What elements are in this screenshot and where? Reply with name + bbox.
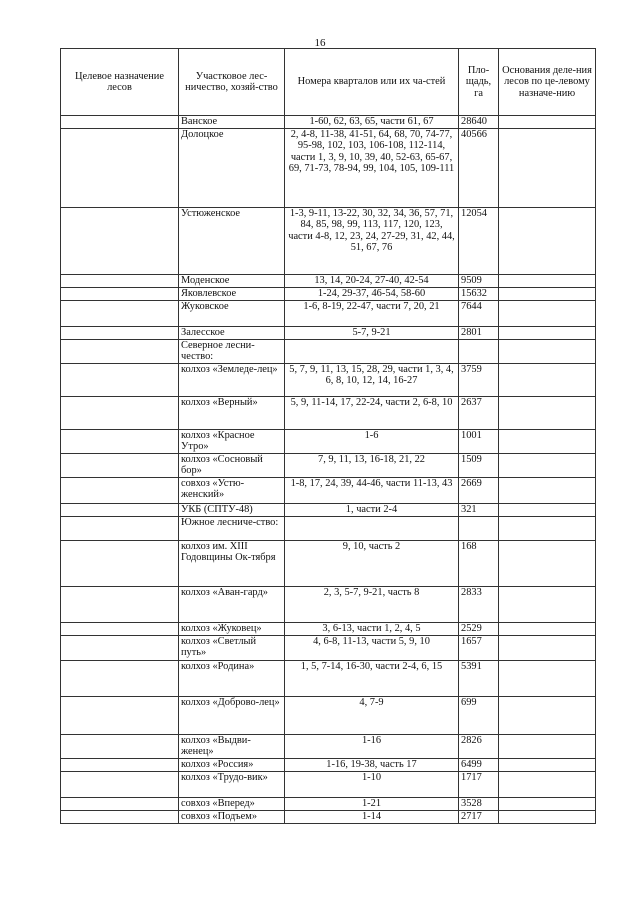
table-row [61,116,596,129]
basis-cell [499,478,596,504]
basis-cell [499,116,596,129]
area-cell: 5391 [459,661,499,697]
area-cell: 699 [459,697,499,735]
header-district: Участковое лес-ничество, хозяй-ство [179,49,285,116]
purpose-cell [61,811,179,824]
basis-cell [499,504,596,517]
purpose-cell [61,798,179,811]
district-cell: Залесское [179,327,285,340]
quarters-cell: 1, 5, 7-14, 16-30, части 2-4, 6, 15 [285,661,459,697]
area-cell: 2717 [459,811,499,824]
district-cell: Южное лесниче-ство: [179,517,285,541]
district-cell: колхоз «Аван-гард» [179,587,285,623]
quarters-cell: 9, 10, часть 2 [285,541,459,587]
table-row [61,327,596,340]
table-row [61,430,596,454]
district-cell: Северное лесни-чество: [179,340,285,364]
table-row [61,697,596,735]
purpose-cell [61,636,179,661]
header-quarters: Номера кварталов или их ча-стей [285,49,459,116]
district-cell: колхоз «Трудо-вик» [179,772,285,798]
table-row [61,587,596,623]
basis-cell [499,636,596,661]
table-row [61,454,596,478]
basis-cell [499,288,596,301]
table-row [61,772,596,798]
quarters-cell: 1-60, 62, 63, 65, части 61, 67 [285,116,459,129]
purpose-cell [61,275,179,288]
district-cell: Устюженское [179,208,285,275]
table-row [61,478,596,504]
quarters-cell: 3, 6-13, части 1, 2, 4, 5 [285,623,459,636]
table-row [61,288,596,301]
table-row [61,129,596,208]
area-cell: 2637 [459,397,499,430]
table-row [61,364,596,397]
district-cell: колхоз «Жуковец» [179,623,285,636]
area-cell: 2801 [459,327,499,340]
district-cell: колхоз «Верный» [179,397,285,430]
table-row [61,735,596,759]
basis-cell [499,208,596,275]
district-cell: колхоз «Земледе-лец» [179,364,285,397]
quarters-cell: 1-6, 8-19, 22-47, части 7, 20, 21 [285,301,459,327]
area-cell: 3759 [459,364,499,397]
district-cell: колхоз «Доброво-лец» [179,697,285,735]
purpose-cell [61,478,179,504]
quarters-cell: 13, 14, 20-24, 27-40, 42-54 [285,275,459,288]
area-cell [459,517,499,541]
purpose-cell [61,504,179,517]
basis-cell [499,327,596,340]
area-cell: 1001 [459,430,499,454]
table-body [61,116,596,824]
district-cell: колхоз «Красное Утро» [179,430,285,454]
area-cell: 321 [459,504,499,517]
district-cell: совхоз «Вперед» [179,798,285,811]
quarters-cell: 1-14 [285,811,459,824]
purpose-cell [61,397,179,430]
table-row [61,798,596,811]
quarters-cell: 1, части 2-4 [285,504,459,517]
area-cell: 2529 [459,623,499,636]
quarters-cell: 4, 7-9 [285,697,459,735]
basis-cell [499,587,596,623]
district-cell: Долоцкое [179,129,285,208]
area-cell: 15632 [459,288,499,301]
basis-cell [499,301,596,327]
basis-cell [499,275,596,288]
district-cell: колхоз «Родина» [179,661,285,697]
area-cell: 28640 [459,116,499,129]
area-cell: 1657 [459,636,499,661]
basis-cell [499,811,596,824]
purpose-cell [61,697,179,735]
quarters-cell: 7, 9, 11, 13, 16-18, 21, 22 [285,454,459,478]
district-cell: Жуковское [179,301,285,327]
purpose-cell [61,301,179,327]
purpose-cell [61,772,179,798]
purpose-cell [61,587,179,623]
purpose-cell [61,517,179,541]
quarters-cell: 4, 6-8, 11-13, части 5, 9, 10 [285,636,459,661]
area-cell: 7644 [459,301,499,327]
quarters-cell: 1-16 [285,735,459,759]
table-row [61,517,596,541]
area-cell: 2826 [459,735,499,759]
quarters-cell: 1-8, 17, 24, 39, 44-46, части 11-13, 43 [285,478,459,504]
quarters-cell: 2, 4-8, 11-38, 41-51, 64, 68, 70, 74-77, 95-98, 102, 103, 106-108, 112-114, части 1, 3, 9, 10, 39, 40, 52-63, 65-67, 69, 71-73, 78-94, 99, 104, 105, 109-111 [285,129,459,208]
purpose-cell [61,541,179,587]
district-cell: совхоз «Устю-женский» [179,478,285,504]
table-row [61,636,596,661]
purpose-cell [61,623,179,636]
header-purpose: Целевое назначение лесов [61,49,179,116]
basis-cell [499,772,596,798]
purpose-cell [61,116,179,129]
basis-cell [499,759,596,772]
basis-cell [499,340,596,364]
district-cell: УКБ (СПТУ-48) [179,504,285,517]
area-cell: 1509 [459,454,499,478]
basis-cell [499,430,596,454]
area-cell: 2833 [459,587,499,623]
table-row [61,541,596,587]
quarters-cell: 1-24, 29-37, 46-54, 58-60 [285,288,459,301]
basis-cell [499,397,596,430]
district-cell: колхоз «Россия» [179,759,285,772]
table-row [61,340,596,364]
basis-cell [499,517,596,541]
purpose-cell [61,759,179,772]
purpose-cell [61,288,179,301]
area-cell: 1717 [459,772,499,798]
basis-cell [499,454,596,478]
quarters-cell [285,517,459,541]
quarters-cell [285,340,459,364]
quarters-cell: 1-10 [285,772,459,798]
purpose-cell [61,661,179,697]
basis-cell [499,697,596,735]
quarters-cell: 5, 9, 11-14, 17, 22-24, части 2, 6-8, 10 [285,397,459,430]
purpose-cell [61,129,179,208]
purpose-cell [61,430,179,454]
purpose-cell [61,735,179,759]
page-number: 16 [314,37,326,49]
basis-cell [499,798,596,811]
purpose-cell [61,340,179,364]
header-area: Пло-щадь, га [459,49,499,116]
basis-cell [499,623,596,636]
table-row [61,301,596,327]
district-cell: Моденское [179,275,285,288]
table-row [61,811,596,824]
table-row [61,397,596,430]
header-basis: Основания деле-ния лесов по це-левому назначе-нию [499,49,596,116]
table-row [61,208,596,275]
basis-cell [499,661,596,697]
table-header [61,49,596,116]
quarters-cell: 1-16, 19-38, часть 17 [285,759,459,772]
quarters-cell: 1-6 [285,430,459,454]
purpose-cell [61,327,179,340]
purpose-cell [61,364,179,397]
purpose-cell [61,454,179,478]
district-cell: колхоз «Сосновый бор» [179,454,285,478]
quarters-cell: 5-7, 9-21 [285,327,459,340]
district-cell: Ванское [179,116,285,129]
basis-cell [499,364,596,397]
basis-cell [499,129,596,208]
district-cell: Яковлевское [179,288,285,301]
area-cell [459,340,499,364]
area-cell: 40566 [459,129,499,208]
area-cell: 3528 [459,798,499,811]
table-row [61,759,596,772]
table-row [61,623,596,636]
table-row [61,661,596,697]
area-cell: 12054 [459,208,499,275]
table-row [61,504,596,517]
quarters-cell: 1-3, 9-11, 13-22, 30, 32, 34, 36, 57, 71, 84, 85, 98, 99, 113, 117, 120, 123, части 4-8, 12, 23, 24, 27-29, 31, 42, 44, 51, 67, 76 [285,208,459,275]
basis-cell [499,541,596,587]
quarters-cell: 5, 7, 9, 11, 13, 15, 28, 29, части 1, 3, 4, 6, 8, 10, 12, 14, 16-27 [285,364,459,397]
district-cell: колхоз им. XIII Годовщины Ок-тября [179,541,285,587]
forest-table [60,48,596,824]
area-cell: 6499 [459,759,499,772]
area-cell: 2669 [459,478,499,504]
area-cell: 168 [459,541,499,587]
table-row [61,275,596,288]
basis-cell [499,735,596,759]
quarters-cell: 2, 3, 5-7, 9-21, часть 8 [285,587,459,623]
district-cell: совхоз «Подъем» [179,811,285,824]
district-cell: колхоз «Выдви-женец» [179,735,285,759]
area-cell: 9509 [459,275,499,288]
purpose-cell [61,208,179,275]
district-cell: колхоз «Светлый путь» [179,636,285,661]
quarters-cell: 1-21 [285,798,459,811]
